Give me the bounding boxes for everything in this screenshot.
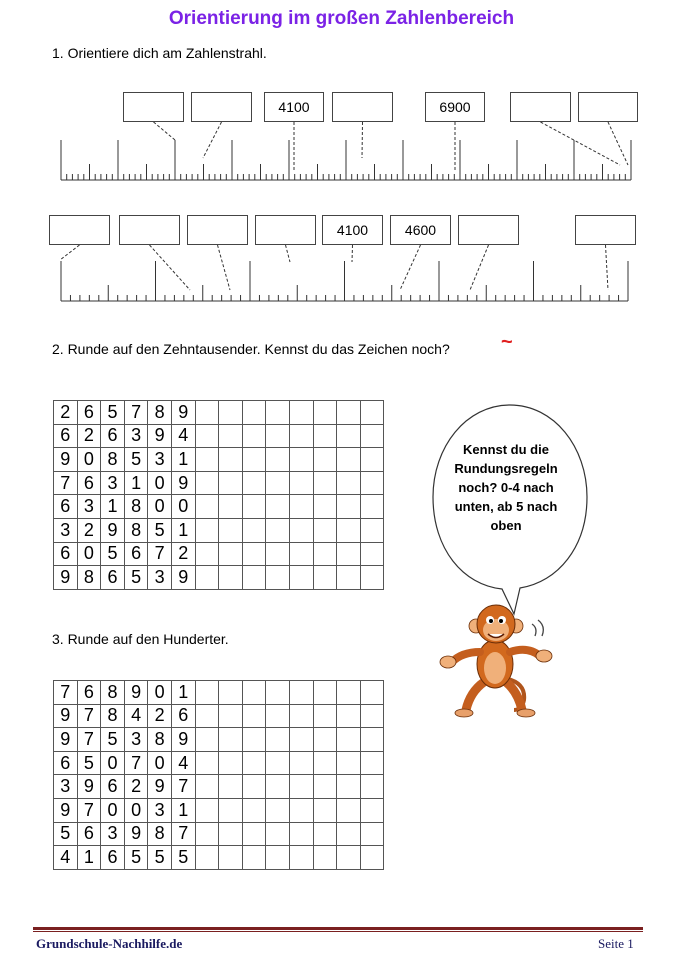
digit-cell: 0 <box>77 542 101 566</box>
answer-cell[interactable] <box>337 681 361 705</box>
digit-cell: 0 <box>148 471 172 495</box>
digit-cell: 5 <box>101 728 125 752</box>
digit-cell: 2 <box>77 518 101 542</box>
answer-cell[interactable] <box>219 775 243 799</box>
digit-cell: 3 <box>54 518 78 542</box>
digit-cell: 8 <box>77 566 101 590</box>
answer-cell[interactable] <box>242 424 266 448</box>
footer-site-name: Grundschule-Nachhilfe.de <box>36 936 183 951</box>
answer-cell[interactable] <box>266 728 290 752</box>
number-line-box[interactable]: 4600 <box>390 215 451 245</box>
digit-cell: 9 <box>148 775 172 799</box>
answer-cell[interactable] <box>360 751 384 775</box>
answer-cell[interactable] <box>242 401 266 425</box>
digit-cell: 6 <box>171 704 195 728</box>
answer-cell[interactable] <box>266 542 290 566</box>
answer-cell[interactable] <box>219 751 243 775</box>
digit-cell: 0 <box>148 681 172 705</box>
answer-cell[interactable] <box>266 471 290 495</box>
digit-cell: 9 <box>77 775 101 799</box>
rounding-grid-1 <box>53 400 384 590</box>
footer-page-number: Seite 1 <box>598 936 634 951</box>
answer-cell[interactable] <box>219 471 243 495</box>
digit-cell: 0 <box>101 798 125 822</box>
answer-cell[interactable] <box>195 728 219 752</box>
answer-cell[interactable] <box>242 846 266 870</box>
answer-cell[interactable] <box>266 401 290 425</box>
digit-cell: 1 <box>124 471 148 495</box>
footer-divider-thin <box>33 931 643 932</box>
pointer-line <box>470 245 489 290</box>
answer-cell[interactable] <box>360 775 384 799</box>
answer-cell[interactable] <box>313 798 337 822</box>
answer-cell[interactable] <box>195 566 219 590</box>
digit-cell: 9 <box>54 728 78 752</box>
number-line-box[interactable] <box>458 215 519 245</box>
answer-cell[interactable] <box>289 775 313 799</box>
answer-cell[interactable] <box>219 518 243 542</box>
digit-cell: 5 <box>101 401 125 425</box>
pointer-line <box>606 245 609 290</box>
answer-cell[interactable] <box>242 566 266 590</box>
answer-cell[interactable] <box>219 495 243 519</box>
answer-cell[interactable] <box>337 424 361 448</box>
answer-cell[interactable] <box>266 681 290 705</box>
digit-cell: 5 <box>124 566 148 590</box>
answer-cell[interactable] <box>195 822 219 846</box>
digit-cell: 3 <box>124 728 148 752</box>
digit-cell: 5 <box>101 542 125 566</box>
answer-cell[interactable] <box>337 704 361 728</box>
digit-cell: 6 <box>101 424 125 448</box>
worksheet-title: Orientierung im großen Zahlenbereich <box>168 8 515 29</box>
answer-cell[interactable] <box>313 681 337 705</box>
digit-cell: 1 <box>171 681 195 705</box>
digit-cell: 7 <box>77 704 101 728</box>
digit-cell: 8 <box>124 518 148 542</box>
answer-cell[interactable] <box>195 704 219 728</box>
digit-cell: 9 <box>124 681 148 705</box>
answer-cell[interactable] <box>360 728 384 752</box>
answer-cell[interactable] <box>219 822 243 846</box>
answer-cell[interactable] <box>219 798 243 822</box>
pointer-line <box>352 245 353 262</box>
answer-cell[interactable] <box>289 566 313 590</box>
grid-row <box>54 471 384 495</box>
answer-cell[interactable] <box>313 728 337 752</box>
grid-row <box>54 566 384 590</box>
answer-cell[interactable] <box>219 566 243 590</box>
grid-row <box>54 681 384 705</box>
pointer-line <box>400 245 421 290</box>
grid-row <box>54 424 384 448</box>
digit-cell: 1 <box>101 495 125 519</box>
digit-cell: 3 <box>148 448 172 472</box>
answer-cell[interactable] <box>242 775 266 799</box>
bubble-text: Kennst du die Rundungsregeln noch? 0-4 nach unten, ab 5 nach oben <box>454 442 558 533</box>
digit-cell: 6 <box>54 424 78 448</box>
answer-cell[interactable] <box>313 448 337 472</box>
digit-cell: 5 <box>148 518 172 542</box>
pointer-line <box>60 245 80 260</box>
digit-cell: 8 <box>124 495 148 519</box>
digit-cell: 2 <box>124 775 148 799</box>
answer-cell[interactable] <box>195 846 219 870</box>
digit-cell: 2 <box>148 704 172 728</box>
digit-cell: 9 <box>54 566 78 590</box>
digit-cell: 8 <box>101 681 125 705</box>
answer-cell[interactable] <box>195 424 219 448</box>
grid-row <box>54 542 384 566</box>
answer-cell[interactable] <box>289 448 313 472</box>
answer-cell[interactable] <box>195 751 219 775</box>
answer-cell[interactable] <box>219 401 243 425</box>
task3-instruction: 3. Runde auf den Hunderter. <box>52 631 229 647</box>
digit-cell: 4 <box>171 751 195 775</box>
digit-cell: 6 <box>101 775 125 799</box>
answer-cell[interactable] <box>337 798 361 822</box>
digit-cell: 5 <box>77 751 101 775</box>
monkey-illustration <box>436 600 561 720</box>
task2-instruction: 2. Runde auf den Zehntausender. Kennst du das Zeichen noch? <box>52 341 450 357</box>
answer-cell[interactable] <box>313 471 337 495</box>
answer-cell[interactable] <box>242 542 266 566</box>
digit-cell: 9 <box>124 822 148 846</box>
answer-cell[interactable] <box>195 401 219 425</box>
digit-cell: 0 <box>148 751 172 775</box>
answer-cell[interactable] <box>242 822 266 846</box>
digit-cell: 5 <box>124 846 148 870</box>
answer-cell[interactable] <box>242 681 266 705</box>
grid-row <box>54 846 384 870</box>
digit-cell: 6 <box>101 846 125 870</box>
answer-cell[interactable] <box>313 566 337 590</box>
number-line-box[interactable] <box>119 215 180 245</box>
digit-cell: 6 <box>54 495 78 519</box>
digit-cell: 7 <box>54 471 78 495</box>
number-line-box[interactable] <box>255 215 316 245</box>
answer-cell[interactable] <box>242 751 266 775</box>
digit-cell: 2 <box>54 401 78 425</box>
answer-cell[interactable] <box>313 401 337 425</box>
digit-cell: 0 <box>171 495 195 519</box>
digit-cell: 3 <box>77 495 101 519</box>
pointer-line <box>286 245 291 262</box>
digit-cell: 9 <box>101 518 125 542</box>
digit-cell: 9 <box>54 448 78 472</box>
digit-cell: 5 <box>54 822 78 846</box>
answer-cell[interactable] <box>289 728 313 752</box>
grid-row <box>54 518 384 542</box>
digit-cell: 5 <box>124 448 148 472</box>
number-line-box[interactable]: 4100 <box>264 92 324 122</box>
number-line-box[interactable]: 4100 <box>322 215 383 245</box>
answer-cell[interactable] <box>195 518 219 542</box>
answer-cell[interactable] <box>337 518 361 542</box>
answer-cell[interactable] <box>313 518 337 542</box>
answer-cell[interactable] <box>313 775 337 799</box>
digit-cell: 8 <box>148 822 172 846</box>
answer-cell[interactable] <box>337 495 361 519</box>
digit-cell: 8 <box>101 704 125 728</box>
answer-cell[interactable] <box>195 798 219 822</box>
digit-cell: 7 <box>77 798 101 822</box>
digit-cell: 1 <box>77 846 101 870</box>
answer-cell[interactable] <box>219 424 243 448</box>
grid-row <box>54 751 384 775</box>
digit-cell: 1 <box>171 448 195 472</box>
digit-cell: 3 <box>148 566 172 590</box>
answer-cell[interactable] <box>266 822 290 846</box>
digit-cell: 7 <box>124 751 148 775</box>
answer-cell[interactable] <box>313 751 337 775</box>
digit-cell: 9 <box>148 424 172 448</box>
digit-cell: 8 <box>148 401 172 425</box>
digit-cell: 0 <box>148 495 172 519</box>
digit-cell: 0 <box>124 798 148 822</box>
answer-cell[interactable] <box>337 846 361 870</box>
digit-cell: 3 <box>101 822 125 846</box>
digit-cell: 4 <box>54 846 78 870</box>
answer-cell[interactable] <box>337 775 361 799</box>
answer-cell[interactable] <box>266 495 290 519</box>
answer-cell[interactable] <box>337 751 361 775</box>
number-line-box[interactable] <box>49 215 110 245</box>
answer-cell[interactable] <box>360 401 384 425</box>
answer-cell[interactable] <box>195 542 219 566</box>
answer-cell[interactable] <box>242 518 266 542</box>
answer-cell[interactable] <box>337 471 361 495</box>
answer-cell[interactable] <box>337 401 361 425</box>
answer-cell[interactable] <box>242 728 266 752</box>
task1-instruction: 1. Orientiere dich am Zahlenstrahl. <box>52 45 267 61</box>
answer-cell[interactable] <box>360 566 384 590</box>
answer-cell[interactable] <box>195 775 219 799</box>
grid-row <box>54 775 384 799</box>
approx-symbol: ~ <box>501 331 513 353</box>
answer-cell[interactable] <box>360 846 384 870</box>
answer-cell[interactable] <box>289 401 313 425</box>
answer-cell[interactable] <box>289 495 313 519</box>
answer-cell[interactable] <box>289 471 313 495</box>
answer-cell[interactable] <box>266 846 290 870</box>
answer-cell[interactable] <box>337 542 361 566</box>
digit-cell: 6 <box>77 401 101 425</box>
number-line-box[interactable]: 6900 <box>425 92 485 122</box>
answer-cell[interactable] <box>313 704 337 728</box>
digit-cell: 6 <box>77 822 101 846</box>
answer-cell[interactable] <box>313 424 337 448</box>
answer-cell[interactable] <box>360 681 384 705</box>
answer-cell[interactable] <box>242 798 266 822</box>
answer-cell[interactable] <box>337 728 361 752</box>
answer-cell[interactable] <box>289 681 313 705</box>
answer-cell[interactable] <box>289 424 313 448</box>
grid-row <box>54 704 384 728</box>
answer-cell[interactable] <box>266 798 290 822</box>
digit-cell: 7 <box>171 822 195 846</box>
digit-cell: 7 <box>77 728 101 752</box>
answer-cell[interactable] <box>360 518 384 542</box>
answer-cell[interactable] <box>360 424 384 448</box>
digit-cell: 3 <box>54 775 78 799</box>
answer-cell[interactable] <box>289 751 313 775</box>
digit-cell: 4 <box>171 424 195 448</box>
answer-cell[interactable] <box>266 566 290 590</box>
digit-cell: 9 <box>54 704 78 728</box>
answer-cell[interactable] <box>289 542 313 566</box>
digit-cell: 9 <box>54 798 78 822</box>
answer-cell[interactable] <box>219 846 243 870</box>
digit-cell: 5 <box>148 846 172 870</box>
digit-cell: 7 <box>124 401 148 425</box>
digit-cell: 6 <box>54 542 78 566</box>
answer-cell[interactable] <box>266 518 290 542</box>
answer-cell[interactable] <box>360 542 384 566</box>
answer-cell[interactable] <box>313 846 337 870</box>
answer-cell[interactable] <box>195 495 219 519</box>
digit-cell: 7 <box>148 542 172 566</box>
answer-cell[interactable] <box>242 471 266 495</box>
digit-cell: 8 <box>148 728 172 752</box>
rounding-grid-2 <box>53 680 384 870</box>
answer-cell[interactable] <box>242 704 266 728</box>
digit-cell: 0 <box>77 448 101 472</box>
grid-row <box>54 401 384 425</box>
grid-row <box>54 728 384 752</box>
answer-cell[interactable] <box>360 471 384 495</box>
number-line-2 <box>0 0 683 320</box>
digit-cell: 3 <box>148 798 172 822</box>
answer-cell[interactable] <box>219 448 243 472</box>
digit-cell: 6 <box>54 751 78 775</box>
answer-cell[interactable] <box>360 495 384 519</box>
digit-cell: 6 <box>77 681 101 705</box>
answer-cell[interactable] <box>242 495 266 519</box>
digit-cell: 9 <box>171 471 195 495</box>
answer-cell[interactable] <box>219 704 243 728</box>
digit-cell: 8 <box>101 448 125 472</box>
answer-cell[interactable] <box>266 448 290 472</box>
answer-cell[interactable] <box>219 542 243 566</box>
answer-cell[interactable] <box>266 704 290 728</box>
digit-cell: 2 <box>77 424 101 448</box>
digit-cell: 0 <box>101 751 125 775</box>
answer-cell[interactable] <box>219 728 243 752</box>
answer-cell[interactable] <box>313 495 337 519</box>
number-line-box[interactable] <box>575 215 636 245</box>
digit-cell: 2 <box>171 542 195 566</box>
answer-cell[interactable] <box>360 704 384 728</box>
footer-divider <box>33 927 643 930</box>
pointer-line <box>218 245 231 290</box>
answer-cell[interactable] <box>242 448 266 472</box>
answer-cell[interactable] <box>289 518 313 542</box>
answer-cell[interactable] <box>313 822 337 846</box>
answer-cell[interactable] <box>266 424 290 448</box>
digit-cell: 3 <box>124 424 148 448</box>
digit-cell: 6 <box>77 471 101 495</box>
answer-cell[interactable] <box>337 566 361 590</box>
digit-cell: 9 <box>171 401 195 425</box>
answer-cell[interactable] <box>313 542 337 566</box>
digit-cell: 1 <box>171 798 195 822</box>
grid-row <box>54 495 384 519</box>
answer-cell[interactable] <box>195 471 219 495</box>
answer-cell[interactable] <box>289 704 313 728</box>
answer-cell[interactable] <box>360 798 384 822</box>
digit-cell: 6 <box>124 542 148 566</box>
grid-row <box>54 448 384 472</box>
answer-cell[interactable] <box>195 448 219 472</box>
answer-cell[interactable] <box>360 822 384 846</box>
answer-cell[interactable] <box>266 751 290 775</box>
digit-cell: 4 <box>124 704 148 728</box>
grid-row <box>54 822 384 846</box>
answer-cell[interactable] <box>360 448 384 472</box>
digit-cell: 3 <box>101 471 125 495</box>
answer-cell[interactable] <box>289 846 313 870</box>
number-line-box[interactable] <box>187 215 248 245</box>
answer-cell[interactable] <box>219 681 243 705</box>
answer-cell[interactable] <box>266 775 290 799</box>
answer-cell[interactable] <box>337 822 361 846</box>
answer-cell[interactable] <box>289 822 313 846</box>
answer-cell[interactable] <box>337 448 361 472</box>
digit-cell: 5 <box>171 846 195 870</box>
digit-cell: 7 <box>171 775 195 799</box>
digit-cell: 9 <box>171 728 195 752</box>
digit-cell: 6 <box>101 566 125 590</box>
answer-cell[interactable] <box>195 681 219 705</box>
grid-row <box>54 798 384 822</box>
digit-cell: 7 <box>54 681 78 705</box>
answer-cell[interactable] <box>289 798 313 822</box>
digit-cell: 1 <box>171 518 195 542</box>
digit-cell: 9 <box>171 566 195 590</box>
